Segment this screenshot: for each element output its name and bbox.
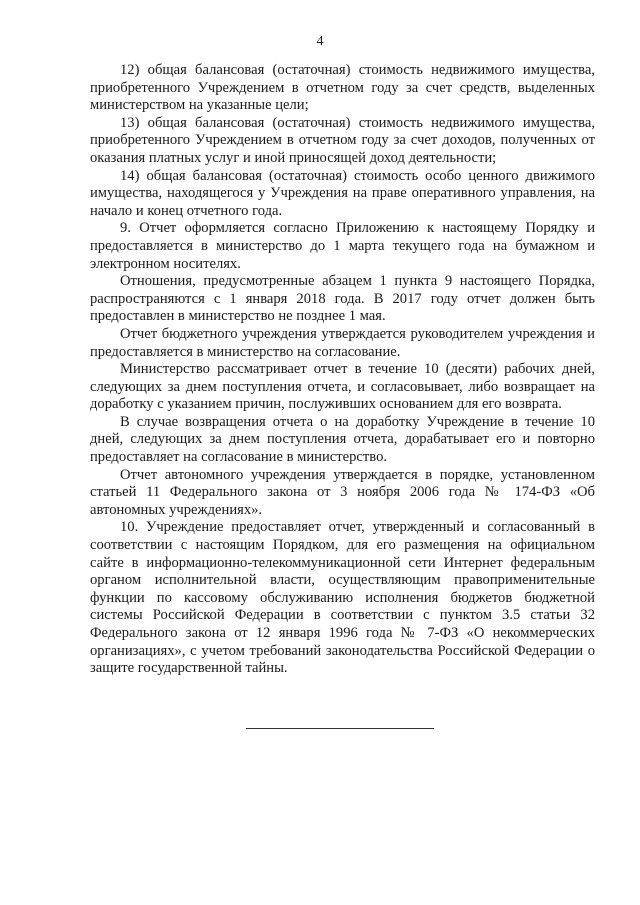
end-divider-line	[246, 728, 434, 729]
paragraph-clause-9-effective-date: Отношения, предусмотренные абзацем 1 пункта 9 настоящего Порядка, распространяются с 1 января 2018 года. В 2017 году отчет должен быть предоставлен в министерство не позднее 1 мая.	[90, 273, 595, 325]
paragraph-ministry-review: Министерство рассматривает отчет в течение 10 (десяти) рабочих дней, следующих за днем поступления отчета, и согласовывает, либо возвращает на доработку с указанием причин, послуживших основанием для его возврата.	[90, 361, 595, 413]
paragraph-item-12: 12) общая балансовая (остаточная) стоимость недвижимого имущества, приобретенного Учреждением в отчетном году за счет средств, выделенных министерством на указанные цели;	[90, 62, 595, 114]
page-number: 4	[316, 34, 324, 49]
document-body	[90, 62, 595, 678]
paragraph-item-13: 13) общая балансовая (остаточная) стоимость недвижимого имущества, приобретенного Учреждением в отчетном году за счет доходов, полученных от оказания платных услуг и иной приносящей доход деятельности;	[90, 114, 595, 166]
paragraph-clause-10: 10. Учреждение предоставляет отчет, утвержденный и согласованный в соответствии с настоящим Порядком, для его размещения на официальном сайте в информационно-телекоммуникационной сети Интернет федеральным органом исполнительной власти, осуществляющим правоприменительные функции по кассовому обслуживанию исполнения бюджетов бюджетной системы Российской Федерации в соответствии с пунктом 3.5 статьи 32 Федерального закона от 12 января 1996 года № 7-ФЗ «О некоммерческих организациях», с учетом требований законодательства Российской Федерации о защите государственной тайны.	[90, 519, 595, 677]
paragraph-item-14: 14) общая балансовая (остаточная) стоимость особо ценного движимого имущества, находящегося у Учреждения на праве оперативного управления, на начало и конец отчетного года.	[90, 167, 595, 219]
paragraph-budget-report-approval: Отчет бюджетного учреждения утверждается руководителем учреждения и предоставляется в министерство на согласование.	[90, 325, 595, 360]
paragraph-report-return: В случае возвращения отчета о на доработку Учреждение в течение 10 дней, следующих за днем поступления отчета, дорабатывает его и повторно предоставляет на согласование в министерство.	[90, 413, 595, 466]
paragraph-clause-9: 9. Отчет оформляется согласно Приложению к настоящему Порядку и предоставляется в министерство до 1 марта текущего года на бумажном и электронном носителях.	[90, 220, 595, 272]
paragraph-autonomous-report: Отчет автономного учреждения утверждается в порядке, установленном статьей 11 Федерального закона от 3 ноября 2006 года № 174-ФЗ «Об автономных учреждениях».	[90, 466, 595, 518]
